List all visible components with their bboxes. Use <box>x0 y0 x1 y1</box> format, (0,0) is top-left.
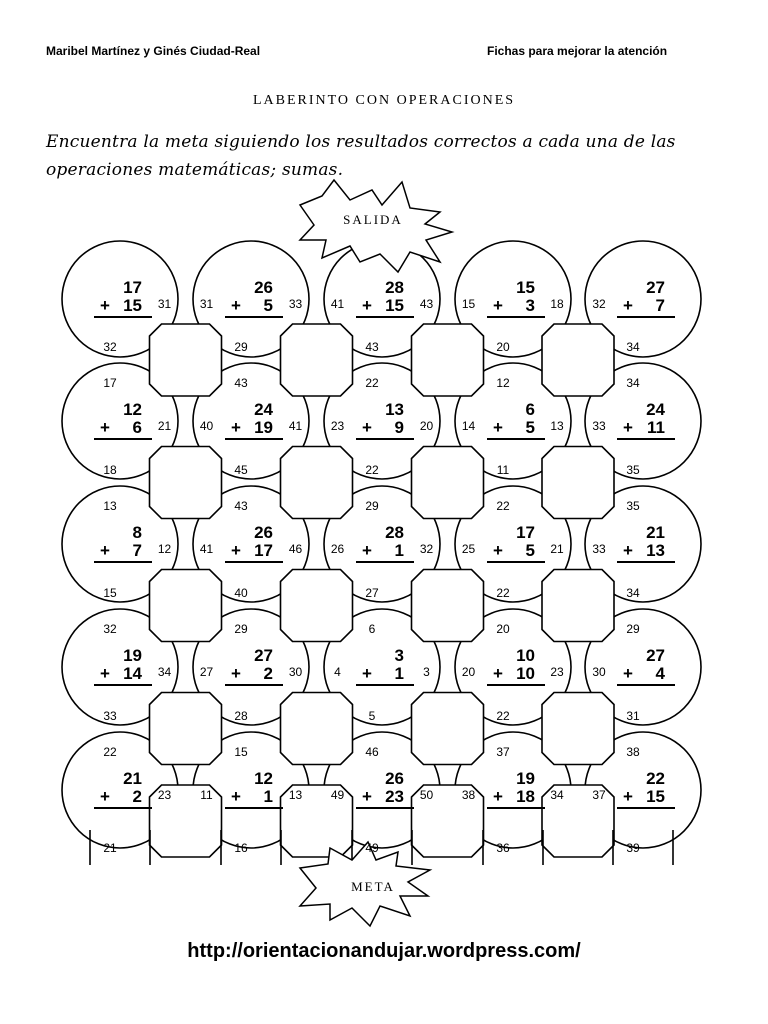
addition-problem <box>88 401 152 440</box>
path-number[interactable]: 38 <box>626 744 640 759</box>
path-number[interactable]: 46 <box>288 542 303 556</box>
plus-sign: + <box>100 664 110 683</box>
authors-header: Maribel Martínez y Ginés Ciudad-Real <box>46 44 261 58</box>
path-number[interactable]: 15 <box>103 585 117 600</box>
website-url[interactable]: http://orientacionandujar.wordpress.com/ <box>187 940 581 962</box>
instructions-text: Encuentra la meta siguiendo los resultados correctos a cada una de las operaciones matemáticas; sumas. <box>46 132 676 180</box>
addition-problem <box>219 279 283 318</box>
problem-second-addend: 5 <box>525 541 535 560</box>
plus-sign: + <box>623 296 633 315</box>
path-number[interactable]: 31 <box>157 297 172 311</box>
path-number[interactable]: 15 <box>461 297 476 311</box>
path-number[interactable]: 14 <box>461 419 476 433</box>
problem-second-line <box>94 419 152 440</box>
maze-wall-block <box>542 447 614 519</box>
path-number[interactable]: 26 <box>330 542 345 556</box>
problem-second-line <box>617 788 675 809</box>
path-number[interactable]: 20 <box>496 340 510 354</box>
path-number[interactable]: 32 <box>419 542 434 556</box>
maze-wall-block <box>281 324 353 396</box>
path-number[interactable]: 35 <box>626 462 640 477</box>
problem-first-addend: 17 <box>123 278 142 297</box>
addition-problem <box>481 770 545 809</box>
path-number[interactable]: 22 <box>496 585 510 600</box>
plus-sign: + <box>623 664 633 683</box>
path-number[interactable]: 43 <box>234 498 248 513</box>
problem-second-addend: 3 <box>525 296 535 315</box>
path-number[interactable]: 41 <box>199 542 214 556</box>
path-number[interactable]: 22 <box>365 376 379 390</box>
path-number[interactable]: 33 <box>103 708 117 723</box>
problem-first-addend: 27 <box>646 646 665 665</box>
path-number[interactable]: 32 <box>592 297 606 311</box>
path-number[interactable]: 3 <box>423 665 430 679</box>
plus-sign: + <box>362 541 372 560</box>
problem-first-addend: 21 <box>123 769 142 788</box>
plus-sign: + <box>100 418 110 437</box>
maze-wall-block <box>542 324 614 396</box>
problem-first-addend: 21 <box>646 523 665 542</box>
problem-second-line <box>356 297 414 318</box>
start-label: SALIDA <box>343 212 403 227</box>
path-number[interactable]: 28 <box>234 708 248 723</box>
path-number[interactable]: 32 <box>103 340 117 354</box>
problem-second-addend: 6 <box>132 418 142 437</box>
addition-problem <box>350 524 414 563</box>
maze-wall-block <box>412 693 484 765</box>
path-number[interactable]: 5 <box>368 708 376 723</box>
path-number[interactable]: 18 <box>550 297 564 311</box>
maze-wall-block <box>412 324 484 396</box>
path-number[interactable]: 50 <box>419 788 434 802</box>
path-number[interactable]: 18 <box>103 462 117 477</box>
problem-first-addend: 27 <box>646 278 665 297</box>
problem-second-addend: 9 <box>394 418 404 437</box>
path-number[interactable]: 41 <box>288 419 303 433</box>
problem-second-addend: 4 <box>655 664 665 683</box>
path-number[interactable]: 33 <box>592 419 606 433</box>
path-number[interactable]: 29 <box>365 498 379 513</box>
path-number[interactable]: 4 <box>334 665 341 679</box>
addition-problem <box>611 524 675 563</box>
maze-wall-block <box>150 447 222 519</box>
series-header: Fichas para mejorar la atención <box>487 44 668 58</box>
addition-problem <box>219 401 283 440</box>
plus-sign: + <box>362 296 372 315</box>
path-number[interactable]: 31 <box>626 708 640 723</box>
problem-second-addend: 23 <box>385 787 404 806</box>
path-number[interactable]: 25 <box>461 542 476 556</box>
problem-second-line <box>94 297 152 318</box>
path-number[interactable]: 40 <box>199 419 214 433</box>
problem-second-line <box>617 542 675 563</box>
problem-first-addend: 24 <box>646 400 665 419</box>
plus-sign: + <box>231 296 241 315</box>
problem-second-line <box>617 297 675 318</box>
addition-problem <box>481 279 545 318</box>
problem-first-addend: 26 <box>385 769 404 788</box>
path-number[interactable]: 30 <box>592 665 606 679</box>
maze-wall-block <box>150 693 222 765</box>
path-number[interactable]: 13 <box>103 498 117 513</box>
problem-second-line <box>487 542 545 563</box>
problem-second-line <box>487 665 545 686</box>
addition-problem <box>350 401 414 440</box>
addition-problem <box>219 524 283 563</box>
problem-second-line <box>617 419 675 440</box>
path-number[interactable]: 41 <box>330 297 345 311</box>
problem-second-line <box>356 419 414 440</box>
problem-first-addend: 24 <box>254 400 273 419</box>
problem-second-addend: 5 <box>525 418 535 437</box>
problem-second-line <box>94 665 152 686</box>
path-number[interactable]: 43 <box>365 340 379 354</box>
path-number[interactable]: 31 <box>199 297 214 311</box>
path-number[interactable]: 17 <box>103 376 117 390</box>
worksheet-title: LABERINTO CON OPERACIONES <box>252 93 516 108</box>
problem-second-line <box>94 788 152 809</box>
problem-second-addend: 14 <box>123 664 142 683</box>
problem-second-line <box>487 788 545 809</box>
problem-first-addend: 3 <box>394 646 404 665</box>
path-number[interactable]: 12 <box>496 376 510 390</box>
problem-second-line <box>225 419 283 440</box>
plus-sign: + <box>493 664 503 683</box>
path-number[interactable]: 49 <box>330 788 345 802</box>
addition-problem <box>611 770 675 809</box>
problem-second-line <box>356 542 414 563</box>
plus-sign: + <box>231 418 241 437</box>
path-number[interactable]: 34 <box>626 585 640 600</box>
plus-sign: + <box>623 418 633 437</box>
plus-sign: + <box>623 541 633 560</box>
problem-first-addend: 10 <box>516 646 535 665</box>
addition-problem <box>219 647 283 686</box>
plus-sign: + <box>493 541 503 560</box>
goal-label: META <box>351 879 395 894</box>
plus-sign: + <box>623 787 633 806</box>
path-number[interactable]: 43 <box>419 297 434 311</box>
problem-first-addend: 28 <box>385 523 404 542</box>
plus-sign: + <box>362 664 372 683</box>
path-number[interactable]: 37 <box>592 788 606 802</box>
path-number[interactable]: 33 <box>592 542 606 556</box>
path-number[interactable]: 16 <box>234 841 248 855</box>
addition-problem <box>88 647 152 686</box>
plus-sign: + <box>231 787 241 806</box>
path-number[interactable]: 20 <box>419 419 434 433</box>
path-number[interactable]: 39 <box>626 841 640 855</box>
problem-second-addend: 11 <box>647 418 665 437</box>
maze-wall-block <box>412 447 484 519</box>
problem-first-addend: 19 <box>516 769 535 788</box>
maze-wall-block <box>281 447 353 519</box>
addition-problem <box>611 647 675 686</box>
problem-second-line <box>617 665 675 686</box>
addition-problem <box>350 647 414 686</box>
path-number[interactable]: 27 <box>199 665 214 679</box>
problem-first-addend: 19 <box>123 646 142 665</box>
path-number[interactable]: 21 <box>550 542 564 556</box>
problem-second-line <box>225 542 283 563</box>
path-number[interactable]: 22 <box>103 744 117 759</box>
problem-second-addend: 18 <box>516 787 535 806</box>
maze-wall-block <box>150 324 222 396</box>
maze-wall-block <box>281 693 353 765</box>
problem-second-addend: 15 <box>123 296 142 315</box>
problem-second-addend: 5 <box>263 296 273 315</box>
addition-problem <box>611 401 675 440</box>
path-number[interactable]: 35 <box>626 498 640 513</box>
addition-problem <box>481 524 545 563</box>
problem-second-line <box>356 788 414 809</box>
maze-wall-block <box>150 570 222 642</box>
path-number[interactable]: 34 <box>550 788 564 802</box>
problem-first-addend: 8 <box>132 523 142 542</box>
problem-second-line <box>225 665 283 686</box>
problem-first-addend: 12 <box>123 400 142 419</box>
problem-second-line <box>225 297 283 318</box>
problem-second-line <box>356 665 414 686</box>
plus-sign: + <box>231 664 241 683</box>
path-number[interactable]: 45 <box>234 462 248 477</box>
problem-second-addend: 2 <box>132 787 142 806</box>
problem-second-addend: 17 <box>254 541 273 560</box>
path-number[interactable]: 6 <box>368 621 376 636</box>
problem-second-addend: 2 <box>263 664 273 683</box>
path-number[interactable]: 37 <box>496 744 510 759</box>
maze-wall-block <box>281 570 353 642</box>
problem-first-addend: 26 <box>254 523 273 542</box>
path-number[interactable]: 29 <box>626 621 640 636</box>
problem-first-addend: 15 <box>516 278 535 297</box>
problem-first-addend: 22 <box>646 769 665 788</box>
plus-sign: + <box>493 418 503 437</box>
problem-first-addend: 12 <box>254 769 273 788</box>
problem-first-addend: 27 <box>254 646 273 665</box>
problem-second-addend: 7 <box>132 541 142 560</box>
path-number[interactable]: 21 <box>157 419 172 433</box>
path-number[interactable]: 23 <box>330 419 345 433</box>
path-number[interactable]: 43 <box>234 376 248 390</box>
plus-sign: + <box>100 541 110 560</box>
problem-second-addend: 15 <box>646 787 665 806</box>
plus-sign: + <box>362 787 372 806</box>
problem-first-addend: 6 <box>525 400 535 419</box>
path-number[interactable]: 23 <box>157 788 172 802</box>
path-number[interactable]: 20 <box>461 665 476 679</box>
path-number[interactable]: 30 <box>288 665 303 679</box>
path-number[interactable]: 36 <box>496 841 510 855</box>
maze-wall-block <box>542 570 614 642</box>
path-number[interactable]: 22 <box>496 708 510 723</box>
problem-second-addend: 1 <box>263 787 273 806</box>
path-number[interactable]: 33 <box>288 297 303 311</box>
path-number[interactable]: 13 <box>288 788 303 802</box>
path-number[interactable]: 40 <box>234 585 248 600</box>
problem-second-addend: 15 <box>385 296 404 315</box>
problem-second-addend: 19 <box>254 418 273 437</box>
problem-second-line <box>487 419 545 440</box>
addition-problem <box>88 770 152 809</box>
path-number[interactable]: 34 <box>626 340 640 354</box>
path-number[interactable]: 13 <box>550 419 564 433</box>
path-number[interactable]: 29 <box>234 340 248 354</box>
path-number[interactable]: 32 <box>103 621 117 636</box>
addition-problem <box>481 401 545 440</box>
plus-sign: + <box>100 787 110 806</box>
problem-second-addend: 1 <box>394 541 404 560</box>
path-number[interactable]: 29 <box>234 621 248 636</box>
path-number[interactable]: 46 <box>365 744 379 759</box>
path-number[interactable]: 34 <box>157 665 172 679</box>
path-number[interactable]: 22 <box>496 498 510 513</box>
problem-first-addend: 13 <box>385 400 404 419</box>
path-number[interactable]: 23 <box>550 665 564 679</box>
maze-wall-block <box>542 693 614 765</box>
plus-sign: + <box>362 418 372 437</box>
path-number[interactable]: 21 <box>103 841 117 855</box>
problem-second-line <box>94 542 152 563</box>
addition-problem <box>88 279 152 318</box>
problem-first-addend: 28 <box>385 278 404 297</box>
addition-problem <box>350 770 414 809</box>
path-number[interactable]: 12 <box>157 542 172 556</box>
problem-second-line <box>225 788 283 809</box>
problem-second-addend: 13 <box>646 541 665 560</box>
path-number[interactable]: 11 <box>496 462 510 477</box>
path-number[interactable]: 27 <box>365 585 379 600</box>
maze-wall-block <box>412 570 484 642</box>
path-number[interactable]: 38 <box>461 788 476 802</box>
problem-first-addend: 17 <box>516 523 535 542</box>
addition-problem <box>219 770 283 809</box>
addition-problem <box>88 524 152 563</box>
path-number[interactable]: 11 <box>200 788 213 802</box>
problem-first-addend: 26 <box>254 278 273 297</box>
problem-second-line <box>487 297 545 318</box>
problem-second-addend: 7 <box>655 296 665 315</box>
path-number[interactable]: 34 <box>626 376 640 390</box>
path-number[interactable]: 22 <box>365 462 379 477</box>
addition-problem <box>611 279 675 318</box>
path-number[interactable]: 20 <box>496 621 510 636</box>
plus-sign: + <box>100 296 110 315</box>
plus-sign: + <box>493 787 503 806</box>
plus-sign: + <box>231 541 241 560</box>
addition-problem <box>481 647 545 686</box>
problem-second-addend: 10 <box>516 664 535 683</box>
path-number[interactable]: 15 <box>234 744 248 759</box>
plus-sign: + <box>493 296 503 315</box>
addition-problem <box>350 279 414 318</box>
path-number[interactable]: 49 <box>365 841 379 855</box>
problem-second-addend: 1 <box>394 664 404 683</box>
